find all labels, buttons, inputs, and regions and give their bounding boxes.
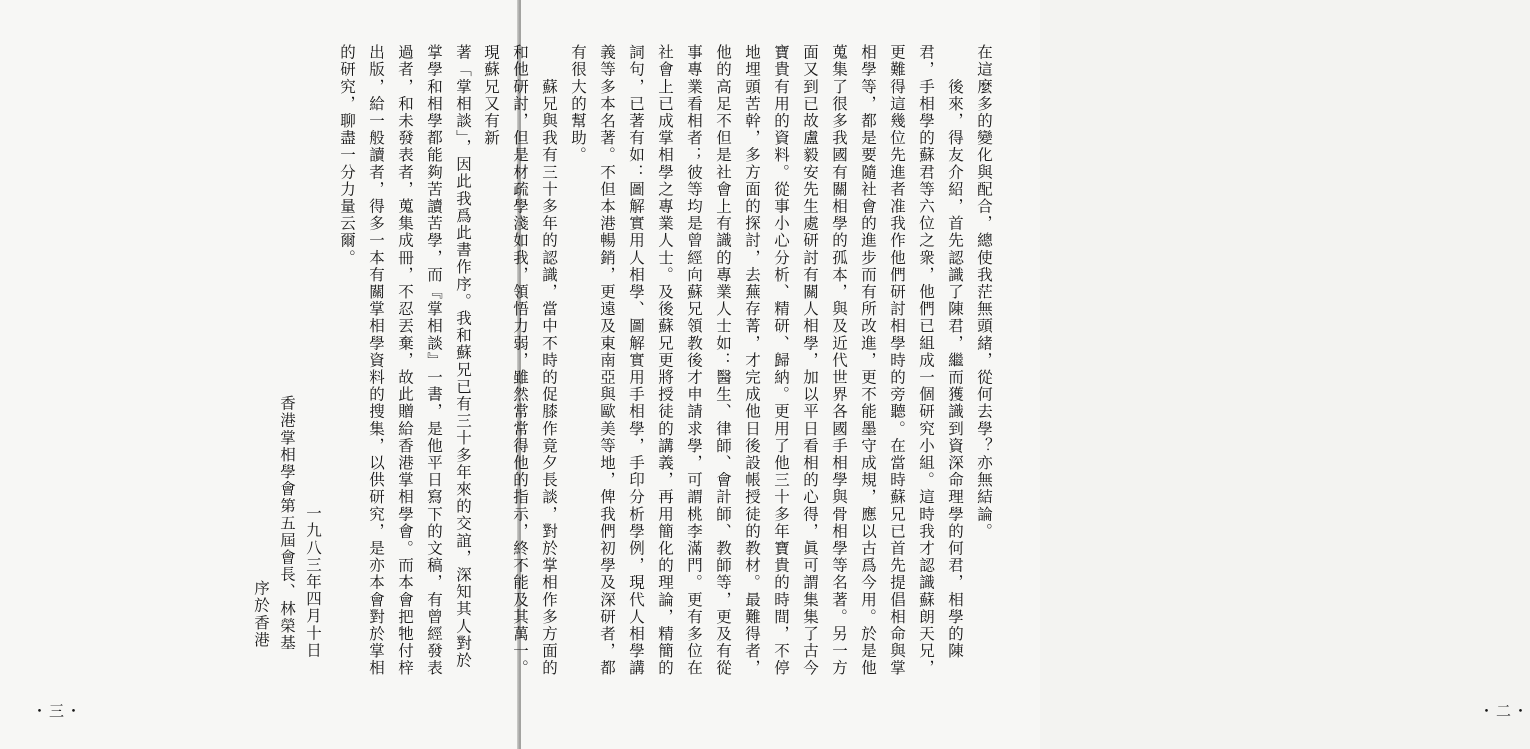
page-number-left: ・三・ <box>32 702 84 720</box>
left-page-body-text: 著「掌相談」，因此我爲此書作序。我和蘇兄已有三十多年來的交誼，深知其人對於掌學和相學都能夠苦讀苦學，而『掌相談』一書，是他平日寫下的文稿，有曾經發表過者，和未發表者，蒐集成冊，不忍丟棄，故此贈給香港掌相學會。而本會把牠付梓出版，給一般讀者，得多一本有關掌相學資料的搜集，以供研究，是亦本會對於掌相的研究，聊盡一分力量云爾。 <box>338 44 472 677</box>
right-page <box>482 0 1530 749</box>
page-number-right: ・二・ <box>1479 702 1530 720</box>
right-page-body-text: 在這麼多的變化與配合，總使我茫無頭緒，從何去學？亦無結論。 後來，得友介紹，首先認識了陳君，繼而獲識到資深命理學的何君，相學的陳君，手相學的蘇君等六位之衆，他們已組成一個研究小組。這時我才認識蘇朗天兄，更難得這幾位先進者准我作他們研討相學時的旁聽。在當時蘇兄已首先提倡相命與掌相學等，都是要隨社會的進步而有所改進，更不能墨守成規，應以古爲今用。於是他蒐集了很多我國有關相學的孤本，與及近代世界各國手相學與骨相學等名著。另一方面又到已故盧毅安先生處研討有關人相學，加以平日看相的心得，眞可謂集集了古今寶貴有用的資料。從事小心分析、精研、歸納。更用了他三十多年寶貴的時間，不停地埋頭苦幹，多方面的探討，去蕪存菁，才完成他日後設帳授徒的教材。最難得者，他的高足不但是社會上有識的專業人士如：醫生、律師、會計師、教師等，更及有從事專業看相者；彼等均是曾經向蘇兄領教後才申請求學，可謂桃李滿門。更有多位在社會上已成掌相學之專業人士。及後蘇兄更將授徒的講義，再用簡化的理論，精簡的詞句，已著有如：圖解實用人相學、圖解實用手相學，手印分析學例，現代人相學講義等多本名著。不但本港暢銷，更遠及東南亞與歐美等地，俾我們初學及深研者，都有很大的幫助。 蘇兄與我有三十多年的認識，當中不時的促膝作竟夕長談，對於掌相作多方面的和他研討，但是材疏學淺如我，領悟力弱，雖然常常得他的指示，終不能及其萬一。現蘇兄又有新 <box>482 44 993 677</box>
signature-date: 一九八三年四月十日 <box>304 505 322 659</box>
left-page <box>0 0 519 749</box>
signature-author: 香港掌相學會第五屆會長、林榮基 <box>278 395 296 652</box>
signature-place: 序於香港 <box>252 580 270 649</box>
